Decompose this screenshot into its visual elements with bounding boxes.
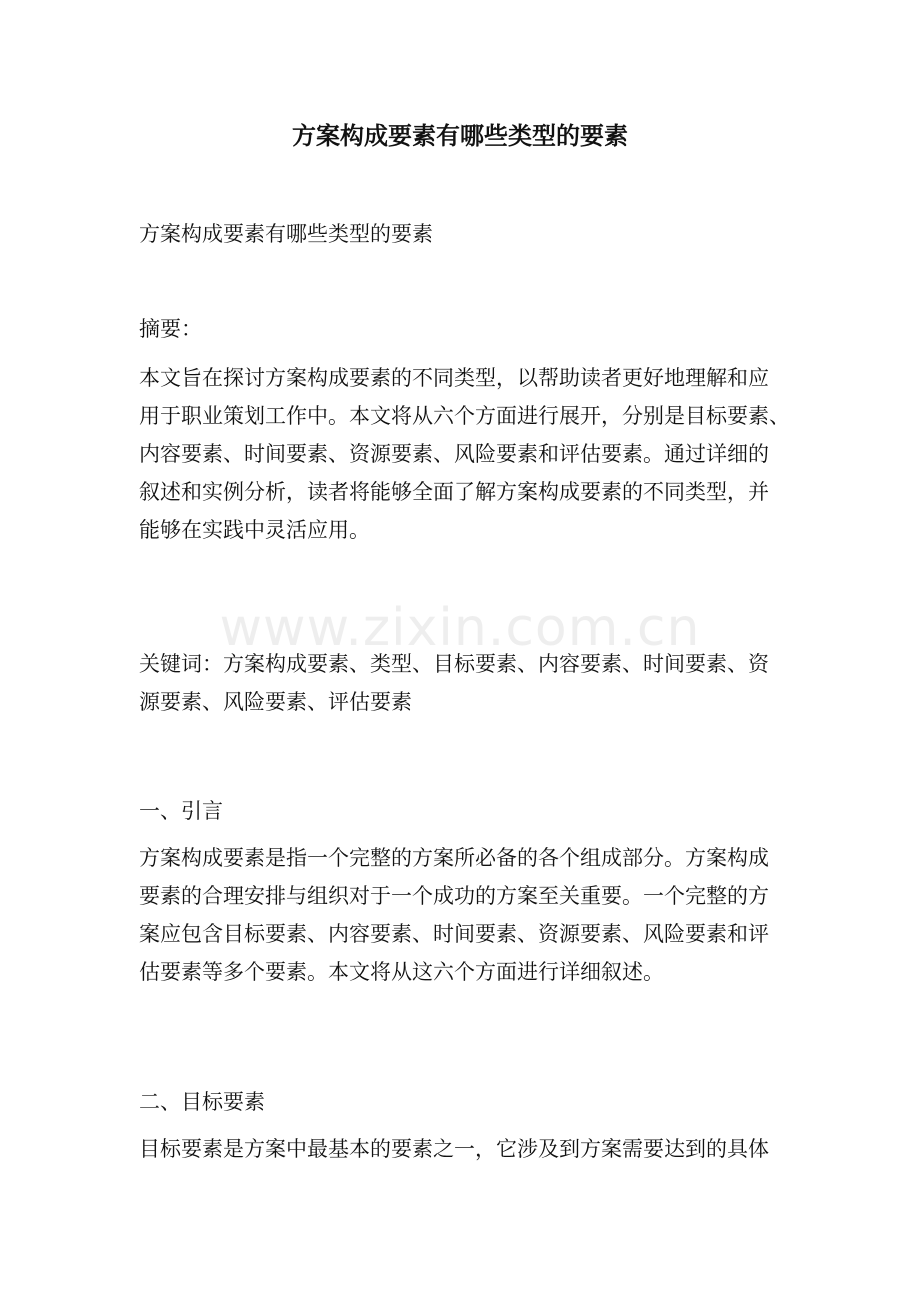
section-heading-intro — [139, 792, 784, 830]
paragraph-line: 要素的合理安排与组织对于一个成功的方案至关重要。一个完整的方 — [139, 884, 769, 908]
section-heading-text: 二、目标要素 — [139, 1090, 265, 1114]
abstract-line: 能够在实践中灵活应用。 — [139, 518, 370, 542]
watermark-text: www.zixin.com.cn — [219, 598, 701, 658]
abstract-line: 叙述和实例分析，读者将能够全面了解方案构成要素的不同类型，并 — [139, 480, 769, 504]
document-subtitle — [139, 215, 784, 253]
abstract-line: 内容要素、时间要素、资源要素、风险要素和评估要素。通过详细的 — [139, 442, 769, 466]
paragraph-line: 案应包含目标要素、内容要素、时间要素、资源要素、风险要素和评 — [139, 922, 769, 946]
section-paragraph-intro — [139, 839, 784, 991]
document-title: 方案构成要素有哪些类型的要素 — [292, 122, 628, 150]
keywords-line: 关键词：方案构成要素、类型、目标要素、内容要素、时间要素、资 — [139, 652, 769, 676]
paragraph-line: 方案构成要素是指一个完整的方案所必备的各个组成部分。方案构成 — [139, 846, 769, 870]
keywords-paragraph — [139, 645, 784, 721]
section-paragraph-goal — [139, 1130, 784, 1168]
abstract-line: 本文旨在探讨方案构成要素的不同类型，以帮助读者更好地理解和应 — [139, 366, 769, 390]
abstract-line: 用于职业策划工作中。本文将从六个方面进行展开，分别是目标要素、 — [139, 404, 790, 428]
abstract-heading-text: 摘要： — [139, 317, 202, 341]
subtitle-text: 方案构成要素有哪些类型的要素 — [139, 222, 433, 246]
section-heading-goal — [139, 1083, 784, 1121]
abstract-heading — [139, 310, 784, 348]
paragraph-line: 目标要素是方案中最基本的要素之一，它涉及到方案需要达到的具体 — [139, 1137, 769, 1161]
section-heading-text: 一、引言 — [139, 799, 223, 823]
paragraph-line: 估要素等多个要素。本文将从这六个方面进行详细叙述。 — [139, 960, 664, 984]
keywords-line: 源要素、风险要素、评估要素 — [139, 690, 412, 714]
abstract-paragraph — [139, 359, 790, 549]
